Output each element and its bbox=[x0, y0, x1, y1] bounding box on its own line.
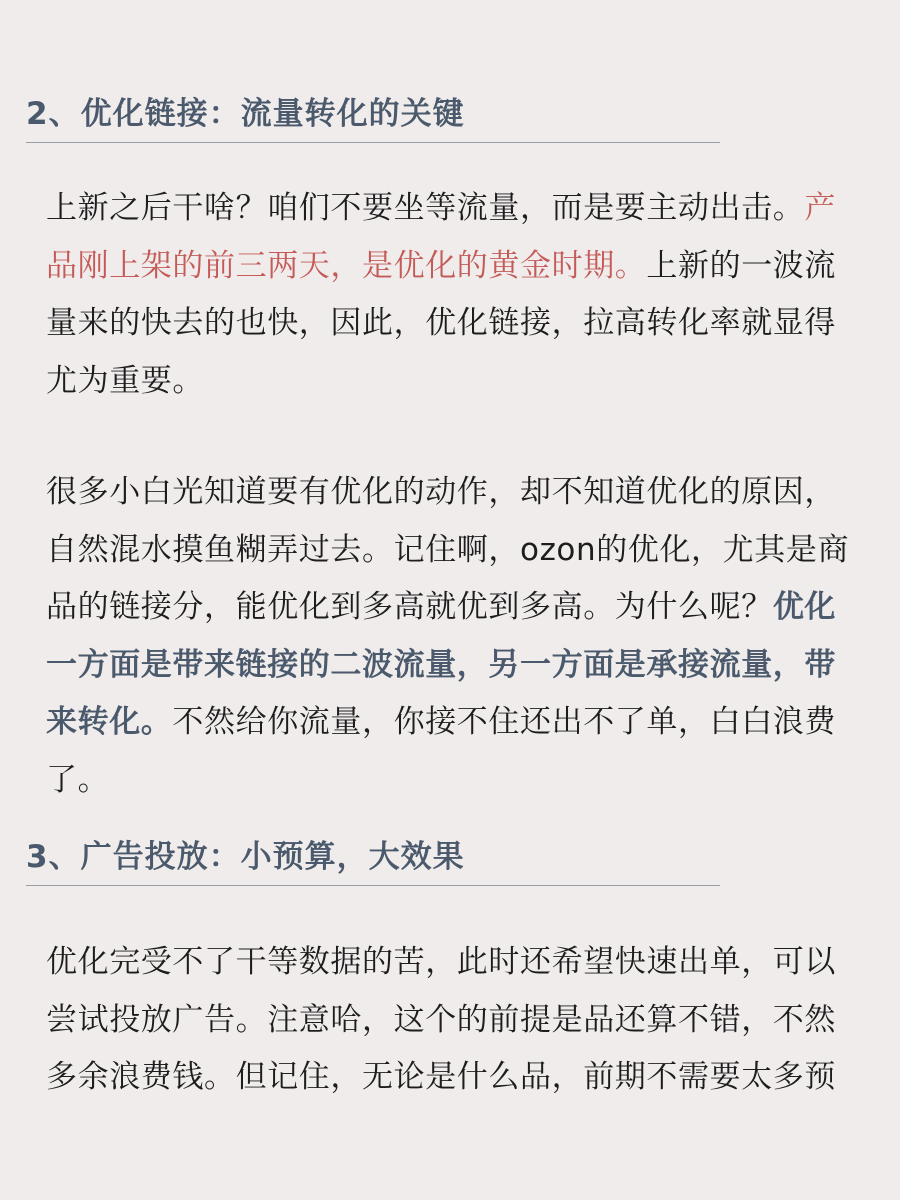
highlight-red-text: 产 bbox=[804, 190, 837, 226]
paragraph-ads bbox=[46, 934, 846, 1107]
paragraph-after-launch bbox=[46, 180, 846, 410]
section-heading-ad-placement: 3、广告投放：小预算，大效果 bbox=[26, 835, 720, 886]
text-segment: 上新的一波流 bbox=[646, 247, 837, 284]
text-line: 尤为重要。 bbox=[46, 362, 204, 399]
section-heading-optimize-links: 2、优化链接：流量转化的关键 bbox=[26, 92, 720, 143]
highlight-red-text: 品刚上架的前三两天，是优化的黄金时期。 bbox=[46, 247, 647, 284]
text-line: 多余浪费钱。但记住，无论是什么品，前期不需要太多预 bbox=[46, 1059, 836, 1095]
text-line bbox=[46, 180, 846, 238]
text-segment: 不然给你流量，你接不住还出不了单，白白浪费 bbox=[172, 704, 837, 740]
text-line: 很多小白光知道要有优化的动作，却不知道优化的原因， bbox=[46, 474, 836, 510]
text-line bbox=[46, 579, 846, 637]
highlight-bold-text: 优化 bbox=[772, 589, 837, 625]
text-line: 量来的快去的也快，因此，优化链接，拉高转化率就显得 bbox=[46, 305, 836, 341]
text-segment: 品的链接分，能优化到多高就优到多高。为什么呢？ bbox=[46, 589, 773, 625]
highlight-bold-text: 来转化。 bbox=[46, 704, 173, 740]
text-line: 尝试投放广告。注意哈，这个的前提是品还算不错，不然 bbox=[46, 1001, 836, 1038]
text-line: 优化完受不了干等数据的苦，此时还希望快速出单，可以 bbox=[46, 944, 836, 980]
text-segment: 上新之后干啥？咱们不要坐等流量，而是要主动出击。 bbox=[46, 190, 805, 226]
paragraph-optimization-reason bbox=[46, 464, 850, 809]
text-line: 了。 bbox=[46, 761, 110, 798]
highlight-bold-text: 一方面是带来链接的二波流量，另一方面是承接流量，带 bbox=[46, 646, 836, 683]
text-line bbox=[46, 694, 846, 752]
text-line: 自然混水摸鱼糊弄过去。记住啊，ozon的优化，尤其是商 bbox=[46, 531, 850, 568]
text-line bbox=[46, 238, 846, 296]
